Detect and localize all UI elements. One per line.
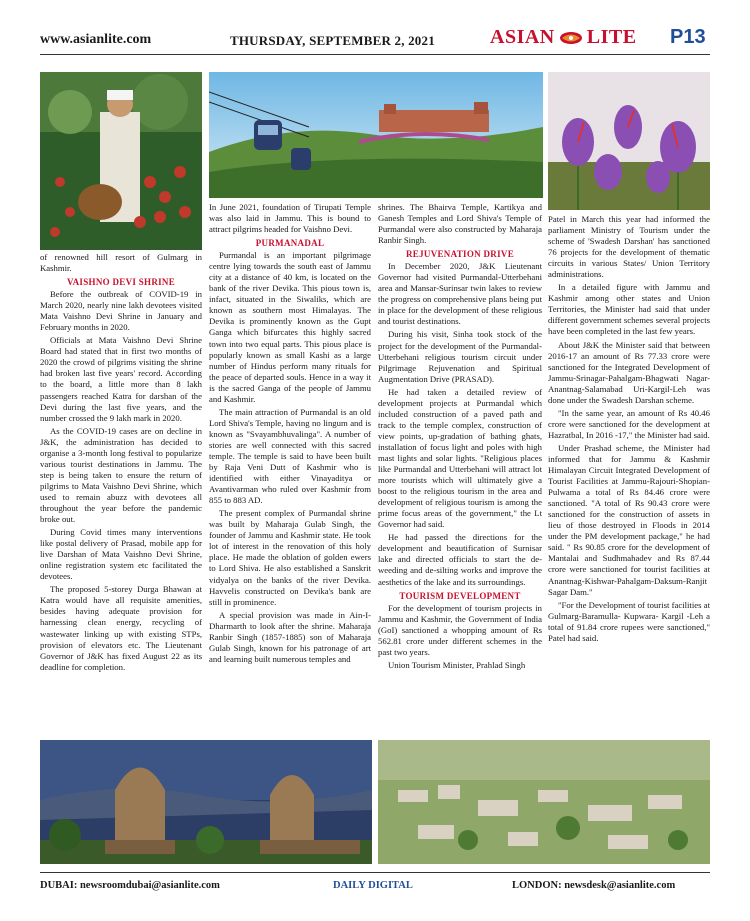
brand-logo — [490, 26, 637, 49]
paragraph: For the development of tourism projects in Jammu and Kashmir, the Government of India (GoI) sanctioned a whopping amount of Rs 562.81 crore under different schemes in the past two years. — [378, 602, 542, 657]
paragraph: Officials at Mata Vaishno Devi Shrine Board had stated that in first two months of 2020 the crowd of pilgrims visiting the shrine had broken last five years' record. According to the board, a little more than 8 lakh passengers reached Katra for darshan of the Devi during the last five years, and the number crossed the 9 lakh mark in 2020. — [40, 335, 202, 423]
section-heading-tourism: TOURISM DEVELOPMENT — [399, 590, 521, 601]
paragraph: About J&K the Minister said that between 2016-17 an amount of Rs 77.33 crore were sanctioned for the Integrated Development of Jammu-Srinagar-Pahalgam-Bhagwati Nagar- Anantnag-Salamabad Uri-Kargil-Leh was done under the Swadesh Darshan scheme. — [548, 339, 710, 405]
paragraph: In June 2021, foundation of Tirupati Temple was also laid in Jammu. This is bound to attract pilgrims headed for Vaishno Devi. — [209, 202, 371, 235]
column-1 — [40, 252, 202, 675]
footer-london-email[interactable]: LONDON: newsdesk@asianlite.com — [512, 880, 676, 891]
paragraph: In December 2020, J&K Lieutenant Governor had visited Purmandal-Utterbehani area and Mansar-Surinsar twin lakes to review the progress on comprehensive plans being put in place for the development of these religious and tourist destinations. — [378, 261, 542, 327]
paragraph: Purmandal is an important pilgrimage centre lying towards the south east of Jammu city at a distance of 40 km, is located on the bank of the river Devika. This pious town is, infact, situated in the Siwaliks, which are known as southern most Himalayas. The Devika is prominently known as the Gupt Ganga which bifurcates this highly sacred town into two equal parts. This pious place is popularly known as small Kashi as a large number of Hindus perform many rituals for the peace of departed souls. Hence in a way it is the sacred Ganga of the people of Jammu and Kashmir. — [209, 250, 371, 404]
paragraph: The main attraction of Purmandal is an old Lord Shiva's Temple, having no lingum and is known as "Svayambhuvalinga". A number of stories are well connected with this sacred temple. The temple is said to have been built by Raja Veni Dutt of Kashmir who is identified with either Vinayaditya or Avantivarman who ruled over Kashmir from 855 to 883 AD. — [209, 406, 371, 506]
brand-right: LITE — [586, 26, 637, 48]
paragraph: A special provision was made in Ain-I-Dharmarth to look after the shrine. Maharaja Ranbir Singh (1857-1885) son of Maharaja Gulab Singh, known for his patronage of art and learning built numerous temples and — [209, 609, 371, 664]
column-4 — [548, 214, 710, 646]
page-number: P13 — [670, 26, 706, 48]
section-heading-rejuvenation: REJUVENATION DRIVE — [406, 249, 514, 260]
footer-rule — [40, 872, 710, 873]
paragraph: "For the Development of tourist facilities at Gulmarg-Baramulla- Kupwara- Kargil -Leh a total of 91.84 crore rupees were sanctioned," Patel had said. — [548, 599, 710, 643]
paragraph: During Covid times many interventions like postal delivery of Prasad, mobile app for live Darshan of Mata Vaishno Devi Shrine, online registration system etc facilitated the devotees. — [40, 527, 202, 582]
section-heading-vaishno: VAISHNO DEVI SHRINE — [66, 277, 176, 288]
paragraph: He had taken a detailed review of development projects at Purmandal which included construction of a paved path and track to the temple complex, construction of view points, up-gradation of bathing ghats, installation of focus light and poles with high mast lights and solar lights. "Religious places like Purmandal and Utterbehani will attract lot more tourists which will ultimately give a boost to the religious tourism in the area and development of religious tourism is among the prime focus areas of the government," the Lt Governor had said. — [378, 386, 542, 530]
header-rule — [40, 54, 710, 55]
photo-caption: of renowned hill resort of Gulmarg in Kashmir. — [40, 252, 202, 274]
photo-saffron-flowers — [548, 72, 710, 210]
paragraph: "In the same year, an amount of Rs 40.46 crore were sanctioned for the development at Hazratbal, In 2016 -17," the Minister had said. — [548, 407, 710, 440]
footer-edition: DAILY DIGITAL — [333, 880, 413, 891]
paragraph: The proposed 5-storey Durga Bhawan at Katra would have all requisite amenities, besides having adequate provision for harnessing clean energy, recycling of wastewater linking up with existing STPs, provision of elevators etc. The Lieutenant Governor of J&K has fixed August 22 as its deadline for completion. — [40, 584, 202, 672]
paragraph: As the COVID-19 cases are on decline in J&K, the administration has decided to organise a 3-month long festival to popularize various tourist destinations in Jammu. The step is being taken to ensure the return of pilgrims to Mata Vaishno Devi Shrine, which used to remain abuzz with devotees all throughout the year before the pandemic broke out. — [40, 425, 202, 525]
paragraph: Under Prashad scheme, the Minister had informed that for Jammu & Kashmir Himalayan Circuit Integrated Development of Tourist Facilities at Jammu-Rajouri-Shopian-Pulwama a total of Rs 84.46 crore were sanctioned. "A total of Rs 90.43 crore were sanctioned for the construction of assets in lieu of those destroyed in Floods in 2014 under the PM development package," he had said. " Rs 90.85 crore for the development of Mantalai and Sudhmahadev and Rs 87.44 crore were sanctioned for tourist facilities at Anantnag-Kishwar-Pahalgam-Daksum-Ranjit Sagar Dam." — [548, 442, 710, 597]
photo-aerial-town — [378, 740, 710, 864]
paragraph: Union Tourism Minister, Prahlad Singh — [388, 659, 526, 670]
paragraph: In a detailed figure with Jammu and Kashmir among other states and Union Territories, the Minister had said that under different government schemes several projects have been completed in the last few years. — [548, 282, 710, 337]
paragraph: He had passed the directions for the development and beautification of Surnisar lake and directed officials to start the de-weeding and de-silting works and improve the aesthetics of the lake and its surroundings. — [378, 532, 542, 587]
paragraph: shrines. The Bhairva Temple, Kartikya and Ganesh Temples and Lord Shiva's Temple of Purmandal were also constructed by Maharaja Ranbir Singh. — [378, 202, 542, 246]
issue-date: THURSDAY, SEPTEMBER 2, 2021 — [230, 33, 435, 48]
column-2 — [209, 202, 371, 667]
paragraph: Patel in March this year had informed the parliament Ministry of Tourism under the scheme of 'Swadesh Darshan' has sanctioned 76 projects for the development of thematic circuits in various States/ Union Territory administrations. — [548, 214, 710, 280]
footer-dubai-email[interactable]: DUBAI: newsroomdubai@asianlite.com — [40, 880, 220, 891]
column-3 — [378, 202, 542, 673]
photo-cable-car-fort — [209, 72, 543, 198]
photo-apple-vendor — [40, 72, 202, 250]
paragraph: During his visit, Sinha took stock of the project for the development of the Purmandal- Utterbehani religious tourism circuit under Pilgrimage Rejuvenation and Spiritual Augmentation Drive (PRASAD). — [378, 329, 542, 384]
section-heading-purmanadal: PURMANADAL — [255, 238, 325, 249]
paragraph: Before the outbreak of COVID-19 in March 2020, nearly nine lakh devotees visited Mata Vaishno Devi Shrine in January and February months in 2020. — [40, 289, 202, 333]
paragraph: The present complex of Purmandal shrine was built by Maharaja Gulab Singh, the founder of Jammu and Kashmir state. He took lot of interest in the renovation of this holy place. He made the oblation of golden ewers to Lord Shiva. He also established a Sanskrit vidyalya on the banks of the river Devika. Havvelis constructed on Devika's bank are still in prominence. — [209, 508, 371, 607]
photo-temples — [40, 740, 372, 864]
brand-left: ASIAN — [490, 26, 555, 48]
website-url[interactable]: www.asianlite.com — [40, 32, 152, 47]
lion-emblem-icon — [558, 29, 584, 47]
